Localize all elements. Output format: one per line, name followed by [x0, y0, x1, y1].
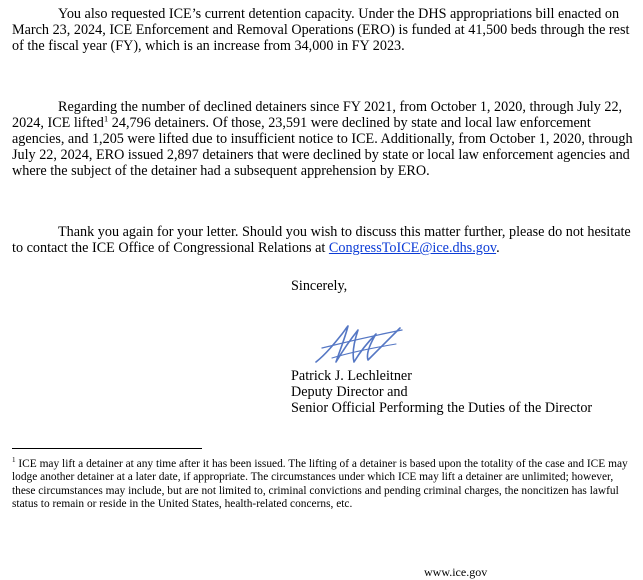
paragraph-text: You also requested ICE’s current detention capacity. Under the DHS appropriations bill enacted on March 23, 2024, ICE Enforcement and Removal Operations (ERO) is funded at 41,500 beds through the rest of the fiscal year (FY), which is an increase from 34,000 in FY 2023. [12, 6, 630, 54]
handwritten-signature [312, 318, 404, 368]
footnote-reference: 1 [103, 113, 109, 124]
signatory-name: Patrick J. Lechleitner [291, 368, 412, 384]
congressional-relations-email-link[interactable]: CongressToICE@ice.dhs.gov [328, 240, 497, 256]
footnote-divider [12, 448, 202, 449]
footnote [12, 458, 634, 511]
paragraph-thank-you [12, 224, 634, 256]
footnote-text: ICE may lift a detainer at any time after it has been issued. The lifting of a detainer is based upon the totality of the case and ICE may lodge another detainer at a later date, if appropriate. The circumstances under which ICE may lift a detainer are unlimited; however, these circumstances may include, but are not limited to, criminal convictions and pending criminal charges, the noncitizen has lawful status to remain or reside in the United States, health-related concerns, etc. [12, 458, 628, 510]
footer-website: www.ice.gov [424, 565, 488, 579]
signatory-title-line-1: Deputy Director and [291, 384, 408, 400]
signature-block [291, 368, 592, 416]
signatory-title-line-2: Senior Official Performing the Duties of the Director [291, 400, 593, 416]
paragraph-detention-capacity [12, 6, 634, 54]
closing-salutation: Sincerely, [291, 278, 348, 294]
paragraph-text-end: 24,796 detainers. Of those, 23,591 were declined by state and local law enforcement agencies, and 1,205 were lifted due to insufficient notice to ICE. Additionally, from October 1, 2020, through July 22, 2024, ERO issued 2,897 detainers that were declined by state or local law enforcement agencies and where the subject of the detainer had a subsequent apprehension by ERO. [12, 115, 633, 179]
paragraph-declined-detainers [12, 99, 634, 179]
footnote-marker: 1 [12, 456, 16, 465]
paragraph-text-start: Regarding the number of declined detainers since FY 2021, from October 1, 2020, through July 22, 2024, ICE lifted [12, 99, 623, 131]
paragraph-text-end: . [496, 240, 500, 256]
paragraph-text-start: Thank you again for your letter. Should you wish to discuss this matter further, please do not hesitate to contact the ICE Office of Congressional Relations at [12, 224, 631, 256]
